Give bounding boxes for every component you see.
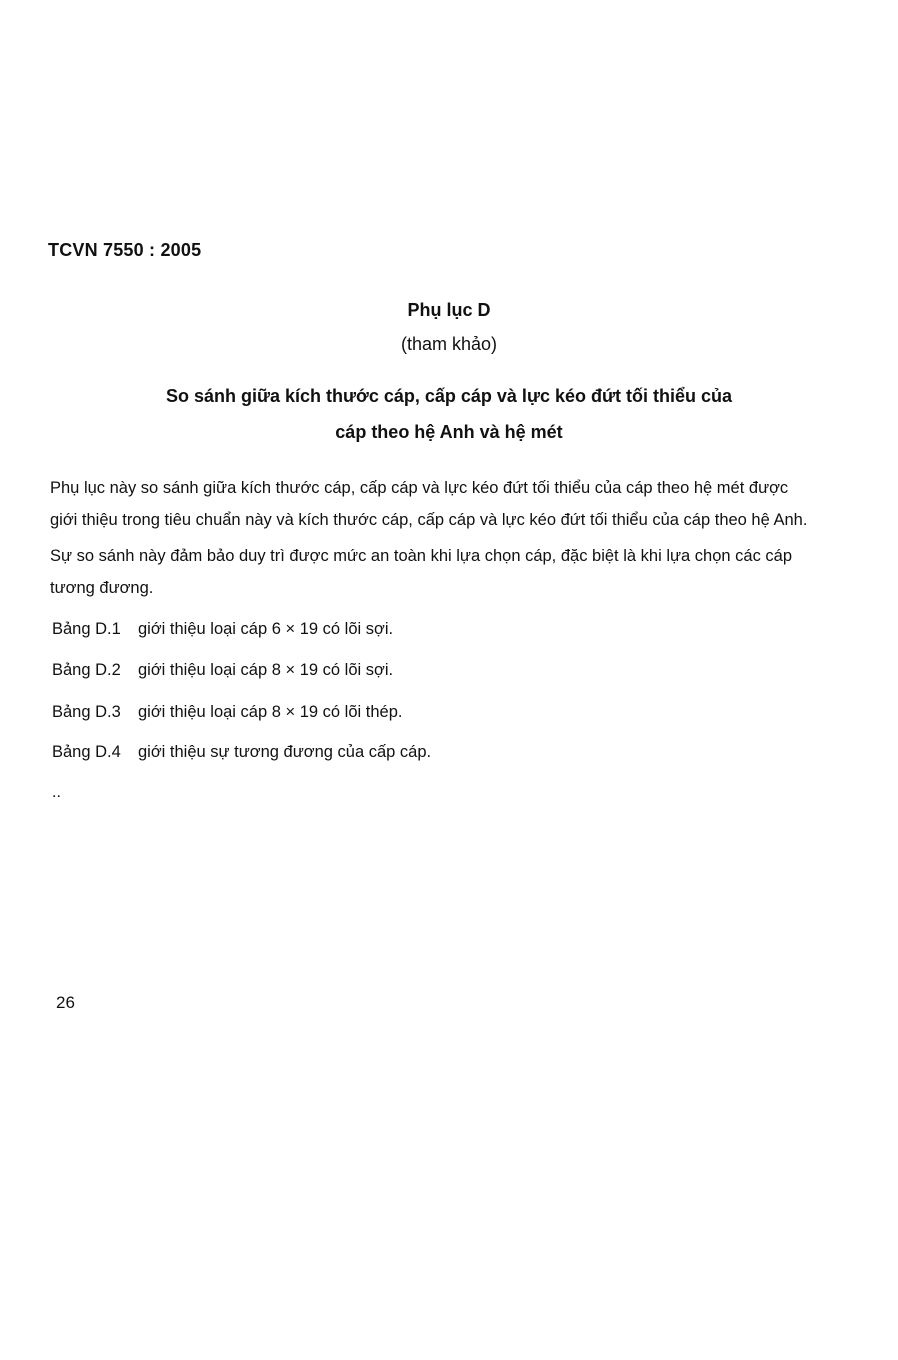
page-number: 26 [56,993,75,1012]
table-ref-text: giới thiệu loại cáp 8 × 19 có lõi thép. [138,703,403,721]
paragraph-line: Phụ lục này so sánh giữa kích thước cáp, cấp cáp và lực kéo đứt tối thiểu của cáp theo hệ mét được [50,479,789,497]
ellipsis-mark: .. [52,784,61,801]
appendix-title: Phụ lục D [407,300,491,320]
table-ref-item [52,703,402,722]
table-ref-text: giới thiệu loại cáp 8 × 19 có lõi sợi. [138,661,394,679]
intro-paragraph [50,472,850,536]
paragraph-line: Sự so sánh này đảm bảo duy trì được mức an toàn khi lựa chọn cáp, đặc biệt là khi lựa chọn các cáp [50,547,793,565]
table-ref-text: giới thiệu loại cáp 6 × 19 có lõi sợi. [138,620,394,638]
section-heading-line: cáp theo hệ Anh và hệ mét [335,422,563,442]
table-ref-label: Bảng D.3 [52,703,121,721]
paragraph-line: giới thiệu trong tiêu chuẩn này và kích thước cáp, cấp cáp và lực kéo đứt tối thiểu của cáp theo hệ Anh. [50,511,808,529]
table-ref-label: Bảng D.1 [52,620,121,638]
safety-paragraph [50,540,850,604]
table-ref-label: Bảng D.2 [52,661,121,679]
table-ref-label: Bảng D.4 [52,743,121,761]
appendix-subtitle: (tham khảo) [400,334,498,354]
table-ref-item [52,620,393,639]
section-heading-line: So sánh giữa kích thước cáp, cấp cáp và lực kéo đứt tối thiểu của [165,386,733,406]
section-heading [0,378,898,450]
paragraph-line: tương đương. [50,579,154,597]
table-ref-item [52,743,431,762]
table-ref-item [52,661,393,680]
table-ref-text: giới thiệu sự tương đương của cấp cáp. [138,743,432,761]
standard-header: TCVN 7550 : 2005 [48,240,202,260]
